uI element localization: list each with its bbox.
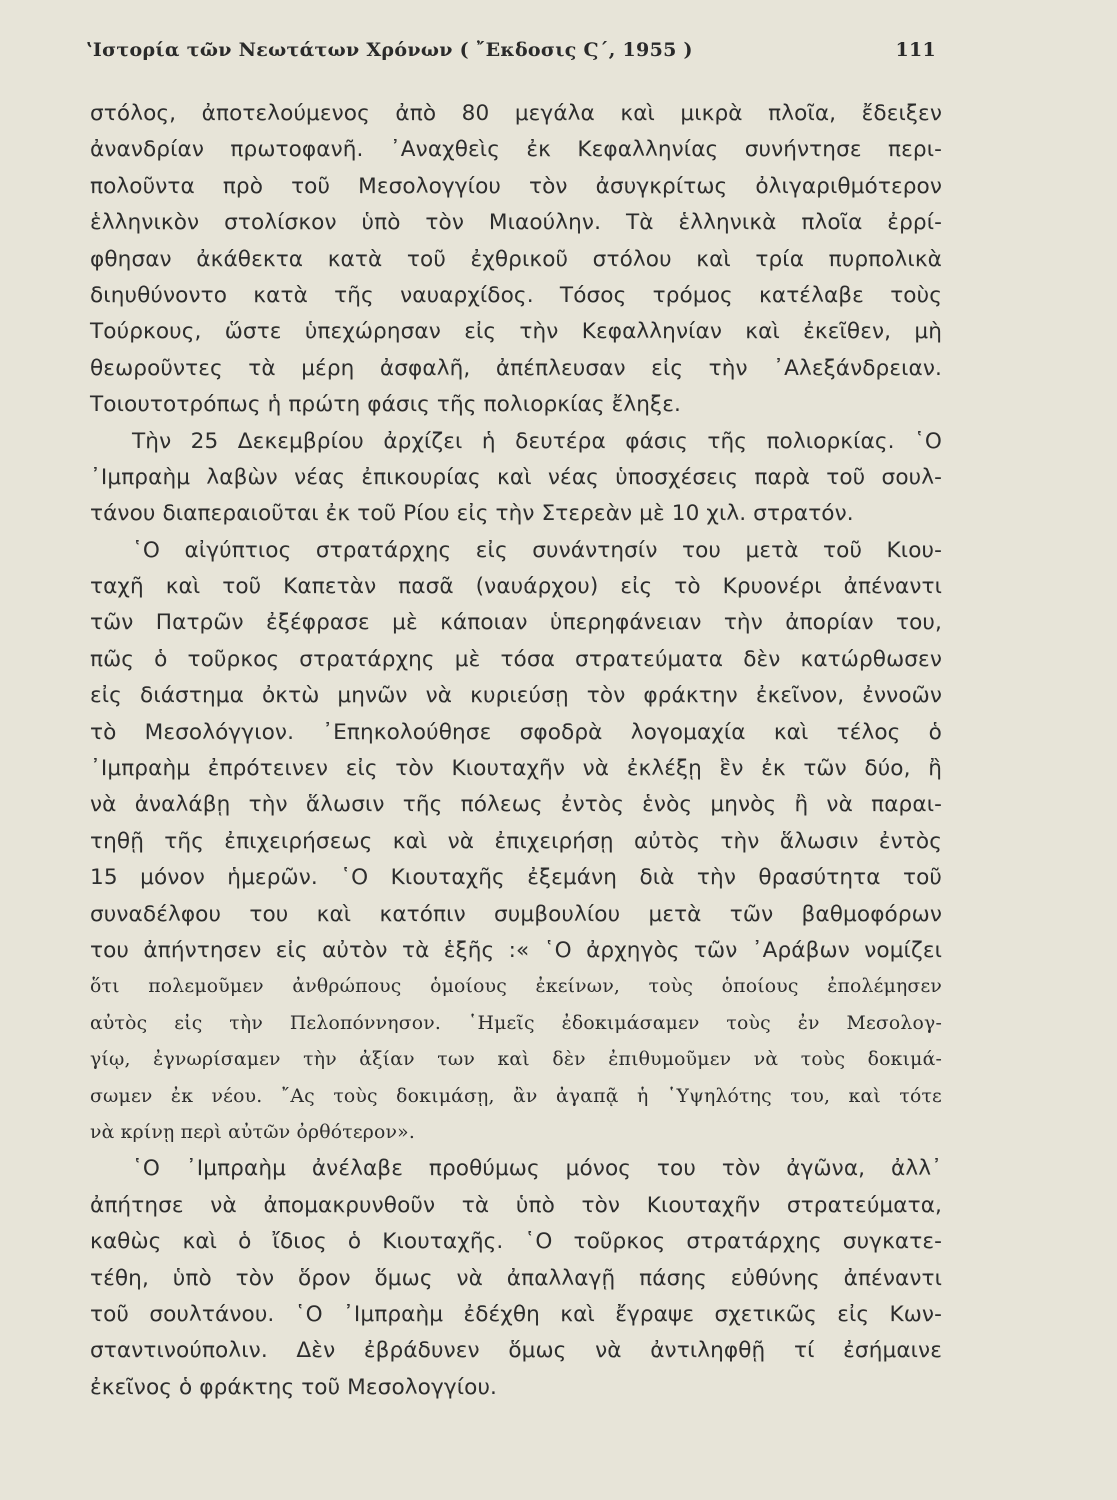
text-line: ἐκεῖνος ὁ φράκτης τοῦ Μεσολογγίου. (90, 1374, 497, 1400)
text-line: εἰς διάστημα ὀκτὼ μηνῶν νὰ κυριεύσῃ τὸν φράκτην ἐκεῖνον, ἐννοῶν (90, 683, 942, 709)
text-line: πῶς ὁ τοῦρκος στρατάρχης μὲ τόσα στρατεύματα δὲν κατώρθωσεν (90, 646, 942, 672)
text-line: τέθη, ὑπὸ τὸν ὅρον ὅμως νὰ ἀπαλλαγῇ πάσης εὐθύνης ἀπέναντι (90, 1265, 942, 1291)
text-line: Τούρκους, ὥστε ὑπεχώρησαν εἰς τὴν Κεφαλληνίαν καὶ ἐκεῖθεν, μὴ (90, 319, 942, 345)
text-line: Τὴν 25 Δεκεμβρίου ἀρχίζει ἡ δευτέρα φάσις τῆς πολιορκίας. ῾Ο (132, 428, 942, 454)
text-line: τάνου διαπεραιοῦται ἐκ τοῦ Ρίου εἰς τὴν Στερεὰν μὲ 10 χιλ. στρατόν. (90, 501, 854, 527)
text-line: Τοιουτοτρόπως ἡ πρώτη φάσις τῆς πολιορκίας ἔληξε. (90, 392, 681, 418)
text-line: τὸ Μεσολόγγιον. ᾽Επηκολούθησε σφοδρὰ λογομαχία καὶ τέλος ὁ (90, 719, 942, 745)
text-line: στόλος, ἀποτελούμενος ἀπὸ 80 μεγάλα καὶ μικρὰ πλοῖα, ἔδειξεν (90, 101, 942, 126)
text-line: φθησαν ἀκάθεκτα κατὰ τοῦ ἐχθρικοῦ στόλου καὶ τρία πυρπολικὰ (90, 246, 942, 272)
text-line: ἀνανδρίαν πρωτοφανῆ. ᾽Αναχθεὶς ἐκ Κεφαλληνίας συνήντησε περι- (90, 137, 942, 163)
running-title: ʽΙστορία τῶν Νεωτάτων Χρόνων ( ῎Εκδοσις Ϛ΄, 1955 ) (86, 39, 693, 61)
quote-line: νὰ κρίνῃ περὶ αὐτῶν ὀρθότερον». (90, 1121, 416, 1143)
text-line: ἀπήτησε νὰ ἀπομακρυνθοῦν τὰ ὑπὸ τὸν Κιουταχῆν στρατεύματα, (90, 1192, 942, 1218)
quote-line: αὐτὸς εἰς τὴν Πελοπόννησον. ῾Ημεῖς ἐδοκιμάσαμεν τοὺς ἐν Μεσολογ- (90, 1012, 942, 1034)
quote-line: γίῳ, ἐγνωρίσαμεν τὴν ἀξίαν των καὶ δὲν ἐπιθυμοῦμεν νὰ τοὺς δοκιμά- (90, 1049, 942, 1071)
text-line: ᾽Ιμπραὴμ λαβὼν νέας ἐπικουρίας καὶ νέας ὑποσχέσεις παρὰ τοῦ σουλ- (90, 464, 942, 490)
page-header (86, 30, 936, 70)
text-line: ῾Ο αἰγύπτιος στρατάρχης εἰς συνάντησίν του μετὰ τοῦ Κιου- (132, 537, 942, 563)
text-line: διηυθύνοντο κατὰ τῆς ναυαρχίδος. Τόσος τρόμος κατέλαβε τοὺς (90, 282, 942, 308)
text-line: ῾Ο ᾽Ιμπραὴμ ἀνέλαβε προθύμως μόνος του τὸν ἀγῶνα, ἀλλ᾽ (132, 1156, 942, 1182)
text-line: συναδέλφου του καὶ κατόπιν συμβουλίου μετὰ τῶν βαθμοφόρων (90, 901, 942, 927)
page-body-text (90, 96, 942, 1406)
text-line: πολοῦντα πρὸ τοῦ Μεσολογγίου τὸν ἀσυγκρίτως ὀλιγαριθμότερον (90, 173, 942, 199)
text-line: νὰ ἀναλάβῃ τὴν ἅλωσιν τῆς πόλεως ἐντὸς ἑνὸς μηνὸς ἢ νὰ παραι- (90, 792, 942, 818)
text-line: ταχῆ καὶ τοῦ Καπετὰν πασᾶ (ναυάρχου) εἰς τὸ Κρυονέρι ἀπέναντι (90, 574, 942, 600)
text-line: του ἀπήντησεν εἰς αὐτὸν τὰ ἑξῆς :« ῾Ο ἀρχηγὸς τῶν ᾽Αράβων νομίζει (90, 937, 942, 963)
text-line: τοῦ σουλτάνου. ῾Ο ᾽Ιμπραὴμ ἐδέχθη καὶ ἔγραψε σχετικῶς εἰς Κων- (90, 1301, 942, 1327)
text-line: ἑλληνικὸν στολίσκον ὑπὸ τὸν Μιαούλην. Τὰ ἑλληνικὰ πλοῖα ἐρρί- (90, 210, 942, 236)
page-number: 111 (895, 39, 936, 61)
text-line: ᾽Ιμπραὴμ ἐπρότεινεν εἰς τὸν Κιουταχῆν νὰ ἐκλέξῃ ἓν ἐκ τῶν δύο, ἢ (90, 756, 942, 782)
text-line: σταντινούπολιν. Δὲν ἐβράδυνεν ὅμως νὰ ἀντιληφθῇ τί ἐσήμαινε (90, 1338, 942, 1364)
text-line: καθὼς καὶ ὁ ἴδιος ὁ Κιουταχῆς. ῾Ο τοῦρκος στρατάρχης συγκατε- (90, 1229, 942, 1255)
quote-line: σωμεν ἐκ νέου. ῎Ας τοὺς δοκιμάσῃ, ἂν ἀγαπᾷ ἡ ῾Υψηλότης του, καὶ τότε (90, 1085, 942, 1107)
text-line: 15 μόνον ἡμερῶν. ῾Ο Κιουταχῆς ἐξεμάνη διὰ τὴν θρασύτητα τοῦ (90, 865, 942, 891)
text-line: τῶν Πατρῶν ἐξέφρασε μὲ κάποιαν ὑπερηφάνειαν τὴν ἀπορίαν του, (90, 610, 942, 636)
text-line: θεωροῦντες τὰ μέρη ἀσφαλῆ, ἀπέπλευσαν εἰς τὴν ᾽Αλεξάνδρειαν. (90, 355, 942, 381)
quote-line: ὅτι πολεμοῦμεν ἀνθρώπους ὁμοίους ἐκείνων, τοὺς ὁποίους ἐπολέμησεν (90, 976, 942, 998)
text-line: τηθῇ τῆς ἐπιχειρήσεως καὶ νὰ ἐπιχειρήσῃ αὐτὸς τὴν ἅλωσιν ἐντὸς (90, 828, 942, 854)
